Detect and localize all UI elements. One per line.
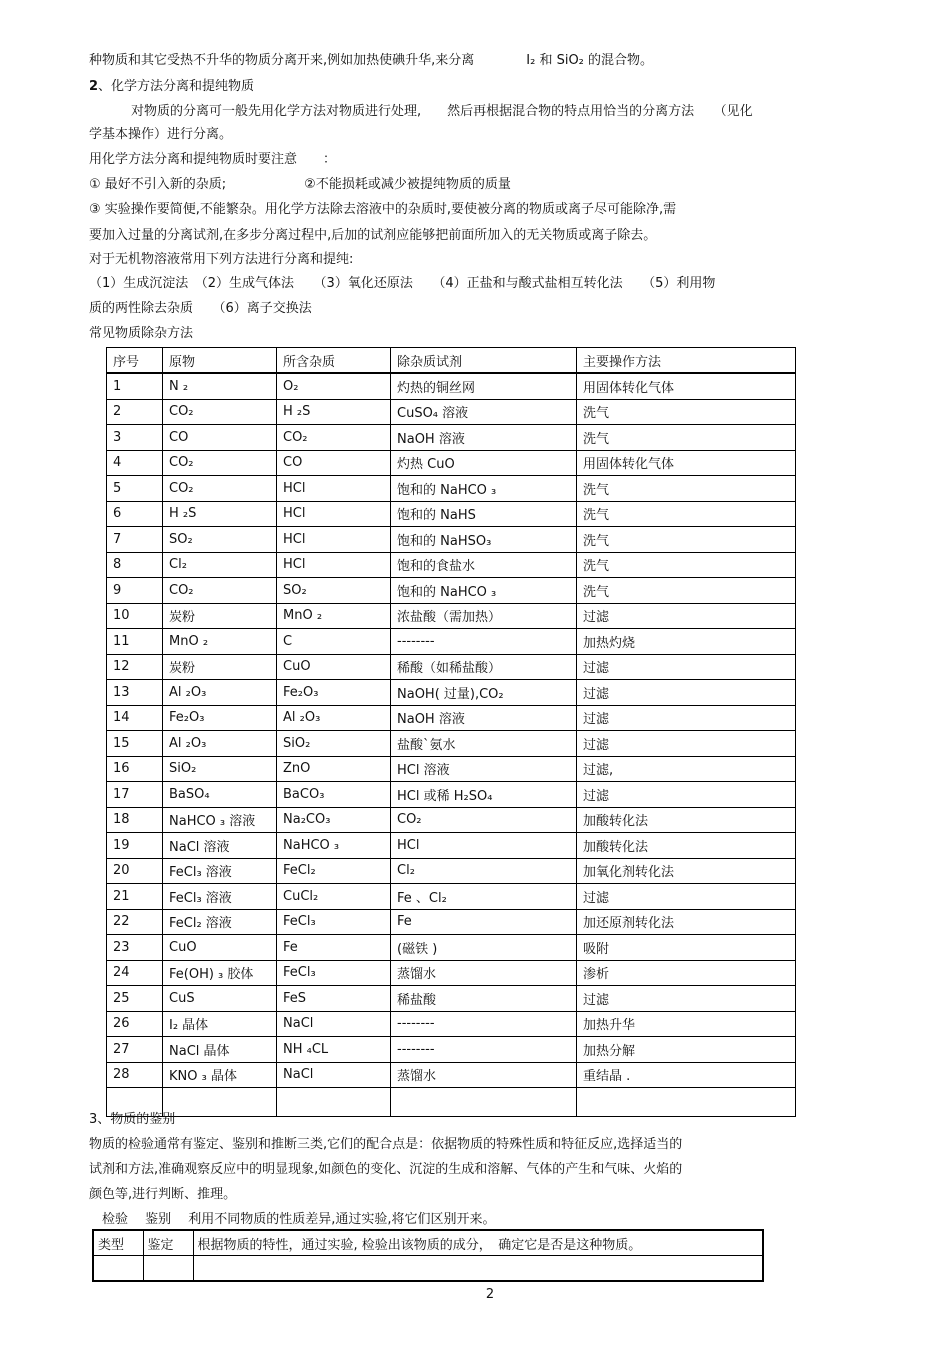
- table-cell: 21: [107, 884, 163, 910]
- table-cell: 过滤: [577, 603, 796, 629]
- table-cell: 稀酸（如稀盐酸）: [391, 654, 577, 680]
- table-cell: CuS: [163, 986, 277, 1012]
- table-cell: 吸附: [577, 935, 796, 961]
- table-row: [107, 1011, 796, 1037]
- table-cell: 加氧化剂转化法: [577, 858, 796, 884]
- table-cell: CO: [163, 425, 277, 451]
- table-cell: 27: [107, 1037, 163, 1063]
- table-row: [107, 756, 796, 782]
- table-cell: Fe(OH) ₃ 胶体: [163, 960, 277, 986]
- table-cell: NaCl 晶体: [163, 1037, 277, 1063]
- table-row: [107, 935, 796, 961]
- table-row: [93, 1230, 763, 1256]
- table-row: [107, 578, 796, 604]
- table-cell: 过滤: [577, 884, 796, 910]
- table-row: [107, 476, 796, 502]
- table-cell: 炭粉: [163, 654, 277, 680]
- table-cell: 用固体转化气体: [577, 373, 796, 399]
- table-cell: 饱和的食盐水: [391, 552, 577, 578]
- table-cell: CO₂: [163, 450, 277, 476]
- table-cell: [277, 1088, 391, 1117]
- table-cell: 过滤: [577, 680, 796, 706]
- table-cell: NaOH 溶液: [391, 425, 577, 451]
- paragraph-line: （1）生成沉淀法 （2）生成气体法 （3）氧化还原法 （4）正盐和与酸式盐相互转化法 （5）利用物: [89, 276, 716, 291]
- table-cell: 过滤: [577, 731, 796, 757]
- table-cell: HCl: [277, 552, 391, 578]
- table-cell: 饱和的 NaHCO ₃: [391, 476, 577, 502]
- table-cell: 3: [107, 425, 163, 451]
- table-cell: 过滤: [577, 654, 796, 680]
- table-row: [107, 909, 796, 935]
- table-row: [107, 680, 796, 706]
- table-row: [107, 501, 796, 527]
- table-cell: 洗气: [577, 578, 796, 604]
- table-row: [107, 552, 796, 578]
- table-row: [107, 960, 796, 986]
- table-cell: 浓盐酸（需加热）: [391, 603, 577, 629]
- table-cell: Cl₂: [163, 552, 277, 578]
- table-cell: 饱和的 NaHCO ₃: [391, 578, 577, 604]
- table-row: [107, 527, 796, 553]
- table-cell: [93, 1256, 143, 1282]
- table-cell: 类型: [93, 1230, 143, 1256]
- table-row: [107, 858, 796, 884]
- table-cell: NaCl: [277, 1062, 391, 1088]
- table-row: [107, 1062, 796, 1088]
- paragraph-line: 对物质的分离可一般先用化学方法对物质进行处理, 然后再根据混合物的特点用恰当的分离方法 （见化: [131, 104, 753, 119]
- table-cell: 8: [107, 552, 163, 578]
- table-cell: Fe: [277, 935, 391, 961]
- table-cell: Na₂CO₃: [277, 807, 391, 833]
- table-cell: SiO₂: [163, 756, 277, 782]
- section-heading: [89, 78, 254, 96]
- table-cell: [143, 1256, 193, 1282]
- table-cell: C: [277, 629, 391, 655]
- table-cell: BaSO₄: [163, 782, 277, 808]
- paragraph-line: 物质的检验通常有鉴定、鉴别和推断三类,它们的配合点是：依据物质的特殊性质和特征反应,选择适当的: [89, 1137, 683, 1152]
- table-cell: FeCl₂: [277, 858, 391, 884]
- table-cell: 洗气: [577, 476, 796, 502]
- table-cell: 12: [107, 654, 163, 680]
- table-row: [107, 807, 796, 833]
- table-cell: 过滤: [577, 782, 796, 808]
- table-cell: HCl: [277, 501, 391, 527]
- table-cell: [577, 1088, 796, 1117]
- table-cell: 22: [107, 909, 163, 935]
- table-row: [107, 986, 796, 1012]
- identification-type-table: [92, 1229, 764, 1282]
- table-cell: Cl₂: [391, 858, 577, 884]
- table-cell: Al ₂O₃: [163, 680, 277, 706]
- table-row: [107, 629, 796, 655]
- table-cell: 24: [107, 960, 163, 986]
- header-cell: 主要操作方法: [577, 348, 796, 374]
- table-row: [107, 1037, 796, 1063]
- table-cell: [193, 1256, 763, 1282]
- table-header-row: [107, 348, 796, 374]
- table-cell: NaHCO ₃ 溶液: [163, 807, 277, 833]
- table-row: [107, 373, 796, 399]
- paragraph-line: 检验 鉴别 利用不同物质的性质差异,通过实验,将它们区别开来。: [89, 1212, 496, 1227]
- table-cell: NaCl 溶液: [163, 833, 277, 859]
- table-cell: 蒸馏水: [391, 1062, 577, 1088]
- table-cell: HCl: [277, 527, 391, 553]
- table-row: [107, 603, 796, 629]
- table-cell: BaCO₃: [277, 782, 391, 808]
- table-cell: 鉴定: [143, 1230, 193, 1256]
- header-cell: 除杂质试剂: [391, 348, 577, 374]
- table-cell: Fe₂O₃: [277, 680, 391, 706]
- table-cell: 炭粉: [163, 603, 277, 629]
- table-cell: 加酸转化法: [577, 833, 796, 859]
- table-cell: SiO₂: [277, 731, 391, 757]
- table-cell: 13: [107, 680, 163, 706]
- table-cell: HCl 溶液: [391, 756, 577, 782]
- page-number: 2: [485, 1287, 495, 1302]
- table-cell: 9: [107, 578, 163, 604]
- table-cell: 用固体转化气体: [577, 450, 796, 476]
- table-cell: 饱和的 NaHS: [391, 501, 577, 527]
- table-cell: 28: [107, 1062, 163, 1088]
- table-cell: 蒸馏水: [391, 960, 577, 986]
- table-cell: 2: [107, 399, 163, 425]
- table-cell: H ₂S: [163, 501, 277, 527]
- table-cell: O₂: [277, 373, 391, 399]
- table-cell: 10: [107, 603, 163, 629]
- table-cell: Fe 、Cl₂: [391, 884, 577, 910]
- table-cell: CO₂: [277, 425, 391, 451]
- table-cell: I₂ 晶体: [163, 1011, 277, 1037]
- paragraph-line: 质的两性除去杂质 （6）离子交换法: [89, 301, 312, 316]
- table-cell: 17: [107, 782, 163, 808]
- table-row: [107, 399, 796, 425]
- table-cell: 加还原剂转化法: [577, 909, 796, 935]
- table-cell: HCl: [391, 833, 577, 859]
- table-cell: CuO: [277, 654, 391, 680]
- table-row: [107, 833, 796, 859]
- table-cell: 重结晶 .: [577, 1062, 796, 1088]
- table-row: [107, 731, 796, 757]
- table-cell: NaHCO ₃: [277, 833, 391, 859]
- table-cell: CuCl₂: [277, 884, 391, 910]
- table-cell: 灼热 CuO: [391, 450, 577, 476]
- table-cell: 加热升华: [577, 1011, 796, 1037]
- table-cell: 26: [107, 1011, 163, 1037]
- table-cell: 洗气: [577, 501, 796, 527]
- table-cell: CuSO₄ 溶液: [391, 399, 577, 425]
- table-cell: Al ₂O₃: [277, 705, 391, 731]
- header-cell: 所含杂质: [277, 348, 391, 374]
- table-cell: SO₂: [163, 527, 277, 553]
- table-cell: FeCl₃: [277, 909, 391, 935]
- table-cell: N ₂: [163, 373, 277, 399]
- table-cell: 14: [107, 705, 163, 731]
- table-row: [107, 425, 796, 451]
- table-cell: 23: [107, 935, 163, 961]
- table-cell: 11: [107, 629, 163, 655]
- table-cell: Fe: [391, 909, 577, 935]
- paragraph-line: 学基本操作）进行分离。: [89, 127, 233, 142]
- table-cell: KNO ₃ 晶体: [163, 1062, 277, 1088]
- table-cell: 加热分解: [577, 1037, 796, 1063]
- table-cell: 19: [107, 833, 163, 859]
- paragraph-line: ③ 实验操作要简便,不能繁杂。用化学方法除去溶液中的杂质时,要使被分离的物质或离子尽可能除净,需: [89, 202, 677, 217]
- table-cell: FeCl₃: [277, 960, 391, 986]
- paragraph-line: 对于无机物溶液常用下列方法进行分离和提纯:: [89, 252, 354, 267]
- table-cell: MnO ₂: [163, 629, 277, 655]
- table-cell: Al ₂O₃: [163, 731, 277, 757]
- table-cell: FeS: [277, 986, 391, 1012]
- table-cell: NaCl: [277, 1011, 391, 1037]
- table-cell: 4: [107, 450, 163, 476]
- table-cell: NaOH 溶液: [391, 705, 577, 731]
- table-cell: 稀盐酸: [391, 986, 577, 1012]
- table-cell: HCl: [277, 476, 391, 502]
- table-cell: 洗气: [577, 425, 796, 451]
- table-cell: 盐酸`氨水: [391, 731, 577, 757]
- table-cell: FeCl₂ 溶液: [163, 909, 277, 935]
- purification-table: [106, 347, 796, 1117]
- table-cell: 过滤: [577, 986, 796, 1012]
- section-heading: 3、物质的鉴别: [89, 1112, 176, 1127]
- table-cell: --------: [391, 1011, 577, 1037]
- paragraph-line: 用化学方法分离和提纯物质时要注意 ：: [89, 152, 337, 167]
- table-cell: 灼热的铜丝网: [391, 373, 577, 399]
- header-cell: 原物: [163, 348, 277, 374]
- table-cell: 18: [107, 807, 163, 833]
- table-cell: 根据物质的特性，通过实验, 检验出该物质的成分， 确定它是否是这种物质。: [193, 1230, 763, 1256]
- paragraph-line: 颜色等,进行判断、推理。: [89, 1187, 237, 1202]
- table-cell: 洗气: [577, 399, 796, 425]
- table-cell: FeCl₃ 溶液: [163, 858, 277, 884]
- table-cell: 饱和的 NaHSO₃: [391, 527, 577, 553]
- table-cell: 加热灼烧: [577, 629, 796, 655]
- table-cell: CuO: [163, 935, 277, 961]
- table-cell: [163, 1088, 277, 1117]
- table-cell: 15: [107, 731, 163, 757]
- table-cell: 25: [107, 986, 163, 1012]
- table-cell: CO₂: [163, 476, 277, 502]
- table-cell: 过滤: [577, 705, 796, 731]
- table-cell: 16: [107, 756, 163, 782]
- table-cell: 过滤,: [577, 756, 796, 782]
- table-cell: 渗析: [577, 960, 796, 986]
- paragraph-line: ① 最好不引入新的杂质; ②不能损耗或减少被提纯物质的质量: [89, 177, 511, 192]
- table-cell: CO₂: [391, 807, 577, 833]
- table-cell: HCl 或稀 H₂SO₄: [391, 782, 577, 808]
- table-row: [107, 705, 796, 731]
- table-cell: Fe₂O₃: [163, 705, 277, 731]
- table-row: [107, 1088, 796, 1117]
- table-cell: --------: [391, 629, 577, 655]
- paragraph-line: 种物质和其它受热不升华的物质分离开来,例如加热使碘升华,来分离 I₂ 和 SiO₂ 的混合物。: [89, 53, 654, 68]
- table-row: [107, 884, 796, 910]
- table-cell: 加酸转化法: [577, 807, 796, 833]
- table-cell: MnO ₂: [277, 603, 391, 629]
- header-cell: 序号: [107, 348, 163, 374]
- table-cell: SO₂: [277, 578, 391, 604]
- table-cell: 20: [107, 858, 163, 884]
- table-cell: 洗气: [577, 552, 796, 578]
- table-cell: 5: [107, 476, 163, 502]
- table-cell: CO₂: [163, 578, 277, 604]
- table-cell: 7: [107, 527, 163, 553]
- table-cell: ZnO: [277, 756, 391, 782]
- table-cell: --------: [391, 1037, 577, 1063]
- table-cell: (磁铁 ): [391, 935, 577, 961]
- table-cell: [391, 1088, 577, 1117]
- table-row: [107, 450, 796, 476]
- table-row: [107, 782, 796, 808]
- section-title: 、化学方法分离和提纯物质: [98, 79, 255, 94]
- table-caption: 常见物质除杂方法: [89, 326, 194, 341]
- section-number: 2: [89, 79, 99, 94]
- table-cell: 1: [107, 373, 163, 399]
- table-row: [107, 654, 796, 680]
- paragraph-line: 试剂和方法,准确观察反应中的明显现象,如颜色的变化、沉淀的生成和溶解、气体的产生和气味、火焰的: [89, 1162, 683, 1177]
- table-cell: 6: [107, 501, 163, 527]
- table-row: [93, 1256, 763, 1282]
- paragraph-line: 要加入过量的分离试剂,在多步分离过程中,后加的试剂应能够把前面所加入的无关物质或离子除去。: [89, 228, 657, 243]
- table-cell: 洗气: [577, 527, 796, 553]
- table-cell: FeCl₃ 溶液: [163, 884, 277, 910]
- table-cell: H ₂S: [277, 399, 391, 425]
- table-cell: CO₂: [163, 399, 277, 425]
- table-cell: NaOH( 过量),CO₂: [391, 680, 577, 706]
- table-cell: CO: [277, 450, 391, 476]
- table-cell: NH ₄CL: [277, 1037, 391, 1063]
